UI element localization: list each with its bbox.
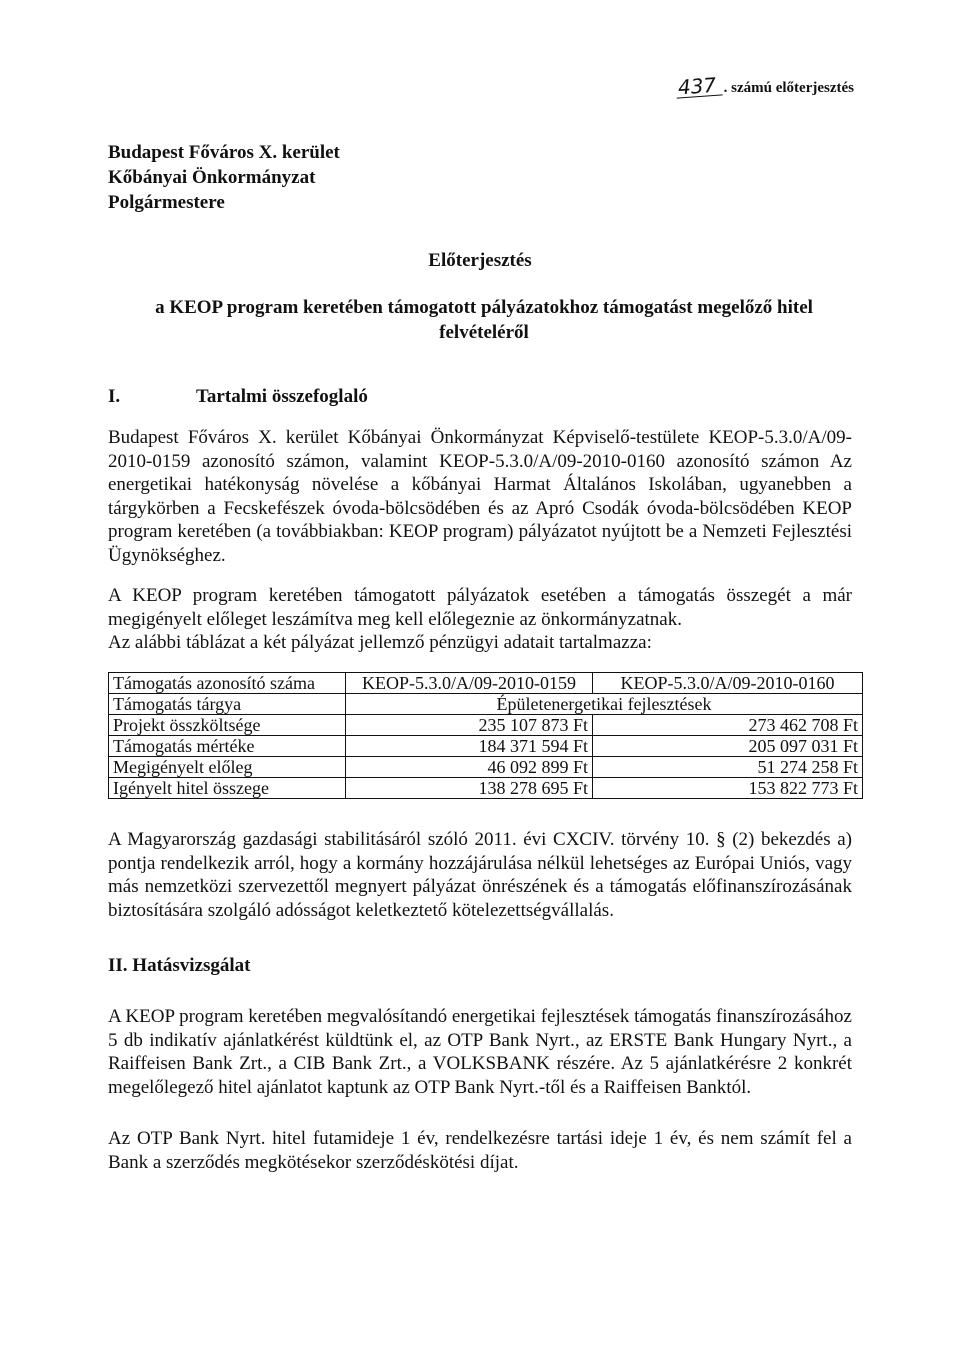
table-cell: KEOP-5.3.0/A/09-2010-0160 [593,673,863,694]
table-row [109,715,863,736]
table-cell: 205 097 031 Ft [593,736,863,757]
table-cell: 273 462 708 Ft [593,715,863,736]
table-row [109,694,863,715]
document-title: Előterjesztés [428,250,532,271]
impact-paragraph-1: A KEOP program keretében megvalósítandó energetikai fejlesztések támogatás finanszírozásához 5 db indikatív ajánlatkérést küldtünk el, az OTP Bank Nyrt., az ERSTE Bank Hungary Nyrt., a Raiffeisen Bank Zrt., a CIB Bank Zrt., a VOLKSBANK részére. Az 5 ajánlatkérésre 2 konkrét megelőlegező hitel ajánlatot kaptunk az OTP Bank Nyrt.-től és a Raiffeisen Banktól. [108,1006,852,1098]
table-row [109,757,863,778]
impact-paragraph-2: Az OTP Bank Nyrt. hitel futamideje 1 év, rendelkezésre tartási ideje 1 év, és nem számít fel a Bank a szerződés megkötésekor szerződéskötési díjat. [108,1128,852,1173]
table-cell: Támogatás azonosító száma [109,673,346,694]
sender-line-2: Kőbányai Önkormányzat [108,167,316,188]
table-row [109,736,863,757]
section-1-title: Tartalmi összefoglaló [196,386,368,407]
table-header-row [109,673,863,694]
document-number [676,72,854,100]
section-1-number: I. [108,386,121,407]
table-cell: 46 092 899 Ft [346,757,593,778]
table-cell: 235 107 873 Ft [346,715,593,736]
financial-data-table [108,672,863,799]
table-cell: 51 274 258 Ft [593,757,863,778]
law-paragraph: A Magyarország gazdasági stabilitásáról szóló 2011. évi CXCIV. törvény 10. § (2) bekezdés a) pontja rendelkezik arról, hogy a kormány hozzájárulása nélkül lehetséges az Európai Uniós, vagy más nemzetközi szervezettől megnyert pályázat önrészének és a támogatás előfinanszírozásának biztosítására szolgáló adósságot keletkeztető kötelezettségvállalás. [108,829,852,921]
table-cell: 138 278 695 Ft [346,778,593,799]
document-subtitle: a KEOP program keretében támogatott pályázatokhoz támogatást megelőző hitel felvételéről [155,297,813,343]
sender-block [108,140,340,215]
summary-paragraph-2: A KEOP program keretében támogatott pályázatok esetében a támogatás összegét a már megigényelt előleget leszámítva meg kell előlegeznie az önkormányzatnak. [108,585,852,630]
sender-line-3: Polgármestere [108,192,225,213]
summary-paragraph-1: Budapest Főváros X. kerület Kőbányai Önkormányzat Képviselő-testülete KEOP-5.3.0/A/09-2010-0159 azonosító számon, valamint KEOP-5.3.0/A/09-2010-0160 azonosító számon Az energetikai hatékonyság növelése a kőbányai Harmat Általános Iskolában, ugyanebben a tárgykörben a Fecskefészek óvoda-bölcsödében és az Apró Csodák óvoda-bölcsödében KEOP program keretében (a továbbiakban: KEOP program) pályázatot nyújtott be a Nemzeti Fejlesztési Ügynökséghez. [108,427,852,566]
table-cell: Megigényelt előleg [109,757,346,778]
table-cell: Támogatás tárgya [109,694,346,715]
table-cell: 153 822 773 Ft [593,778,863,799]
table-cell: KEOP-5.3.0/A/09-2010-0159 [346,673,593,694]
table-cell: Támogatás mértéke [109,736,346,757]
table-cell: 184 371 594 Ft [346,736,593,757]
table-cell: Projekt összköltsége [109,715,346,736]
table-cell: Igényelt hitel összege [109,778,346,799]
handwritten-number: 437 [676,74,724,98]
table-row [109,778,863,799]
document-number-suffix: . számú előterjesztés [723,80,854,96]
section-1-heading [108,386,368,408]
sender-line-1: Budapest Főváros X. kerület [108,142,340,163]
summary-paragraph-3: Az alábbi táblázat a két pályázat jellemző pénzügyi adatait tartalmazza: [108,632,652,653]
section-2-heading: II. Hatásvizsgálat [108,955,251,976]
table-cell: Épületenergetikai fejlesztések [346,694,863,715]
